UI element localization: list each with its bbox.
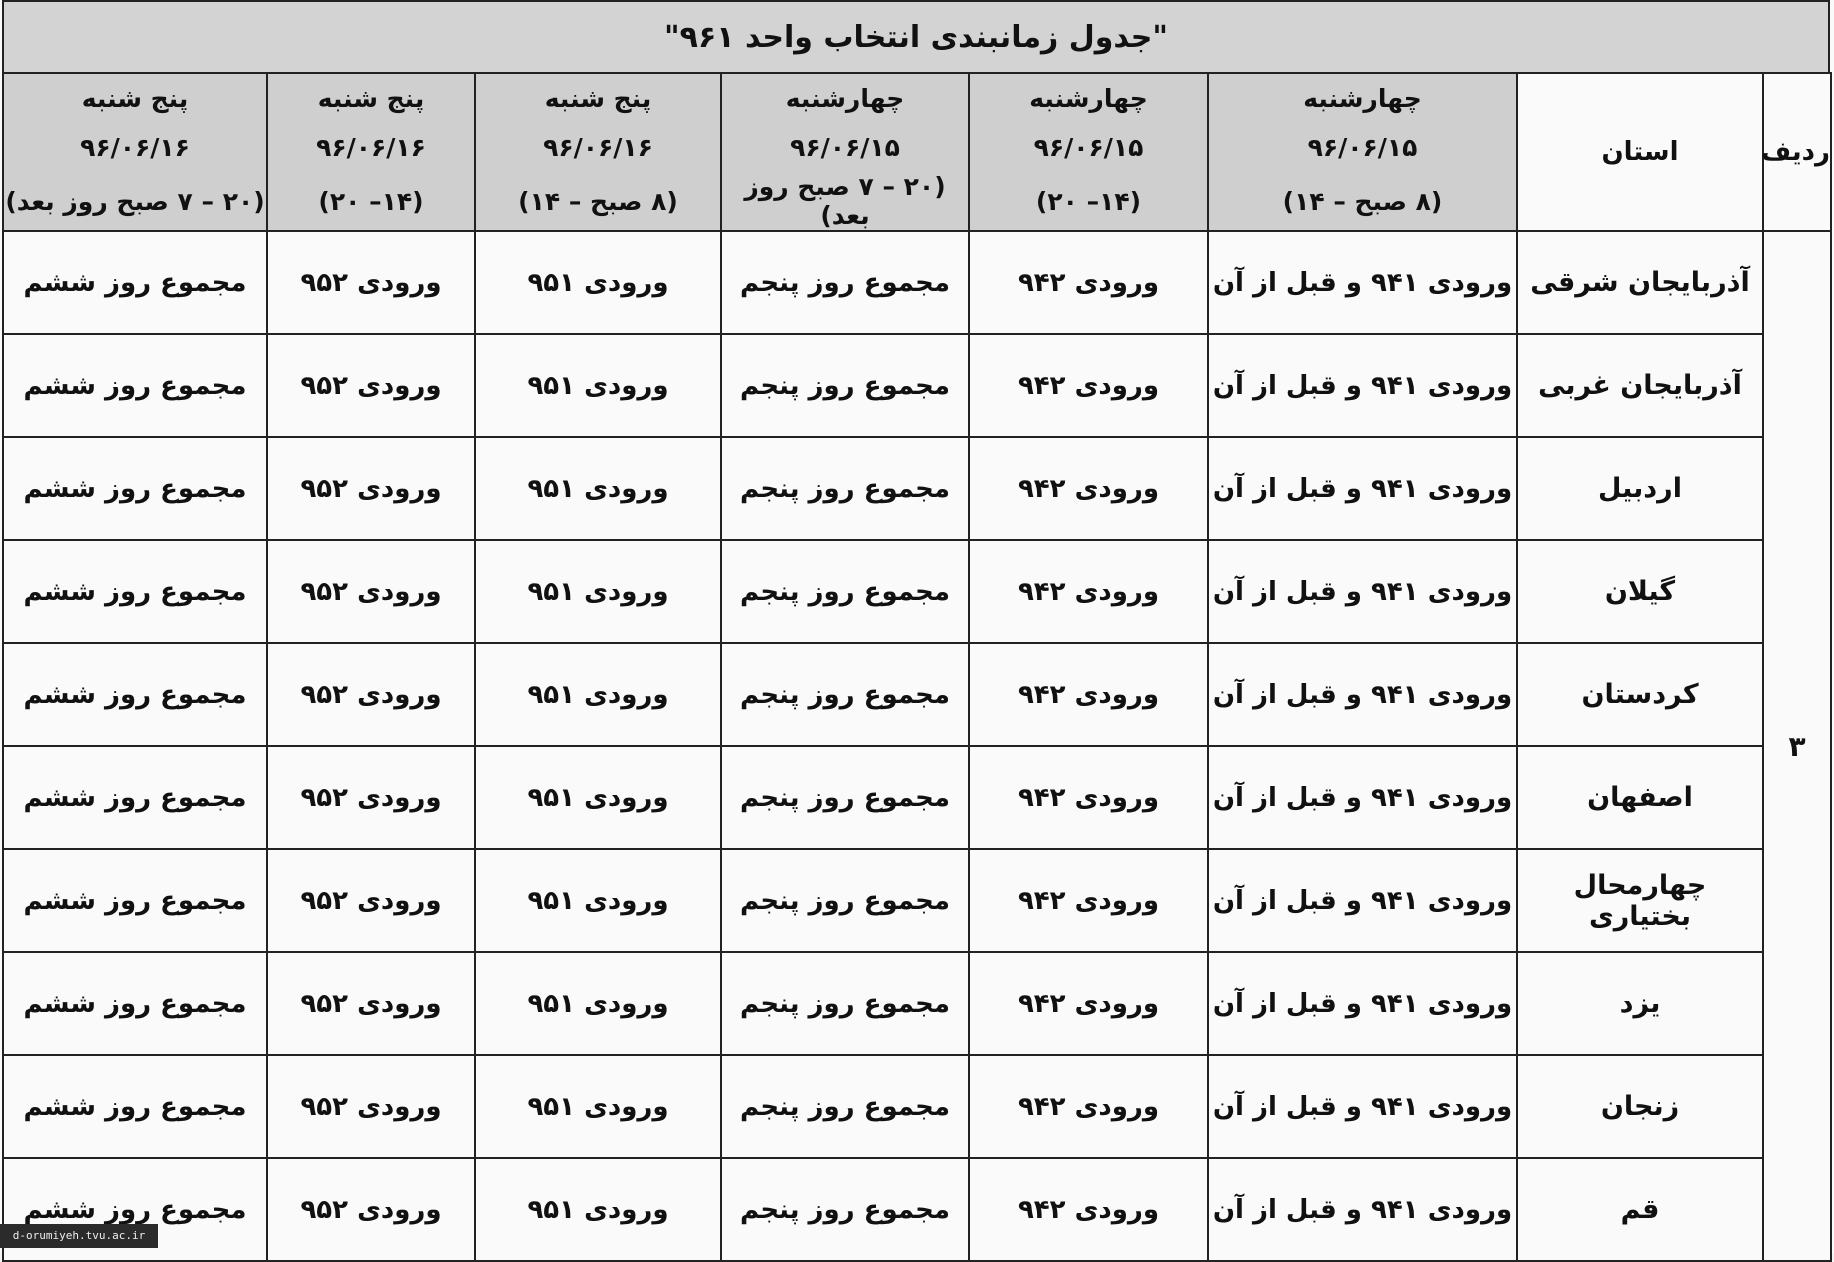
session-date-header: ۹۶/۰۶/۱۵ (969, 122, 1208, 172)
schedule-cell: ورودی ۹۵۲ (267, 746, 475, 849)
schedule-cell: ورودی ۹۵۱ (475, 643, 721, 746)
session-day-header: چهارشنبه (969, 73, 1208, 122)
session-time-header: (۱۴– ۲۰) (267, 172, 475, 231)
province-cell: آذربایجان غربی (1517, 334, 1763, 437)
session-date-header: ۹۶/۰۶/۱۵ (721, 122, 969, 172)
schedule-cell: ورودی ۹۵۲ (267, 849, 475, 952)
schedule-cell: ورودی ۹۵۱ (475, 746, 721, 849)
schedule-cell: مجموع روز ششم (3, 437, 267, 540)
session-time-header: (۸ صبح – ۱۴) (1208, 172, 1517, 231)
row-number-cell: ۳ (1763, 231, 1831, 1261)
table-row (3, 1158, 1831, 1261)
session-date-header: ۹۶/۰۶/۱۶ (267, 122, 475, 172)
schedule-cell: ورودی ۹۵۱ (475, 952, 721, 1055)
schedule-cell: ورودی ۹۴۲ (969, 849, 1208, 952)
schedule-cell: ورودی ۹۴۲ (969, 1055, 1208, 1158)
schedule-cell: ورودی ۹۴۱ و قبل از آن (1208, 952, 1517, 1055)
schedule-cell: ورودی ۹۴۲ (969, 643, 1208, 746)
schedule-cell: ورودی ۹۴۲ (969, 746, 1208, 849)
province-cell: چهارمحال بختیاری (1517, 849, 1763, 952)
schedule-cell: ورودی ۹۴۲ (969, 540, 1208, 643)
table-row (3, 231, 1831, 334)
schedule-cell: ورودی ۹۴۱ و قبل از آن (1208, 746, 1517, 849)
session-date-header: ۹۶/۰۶/۱۶ (3, 122, 267, 172)
schedule-cell: ورودی ۹۴۱ و قبل از آن (1208, 1055, 1517, 1158)
schedule-cell: ورودی ۹۵۲ (267, 952, 475, 1055)
schedule-cell: ورودی ۹۵۲ (267, 437, 475, 540)
schedule-body (3, 231, 1831, 1261)
schedule-cell: مجموع روز پنجم (721, 849, 969, 952)
table-row (3, 1055, 1831, 1158)
schedule-cell: ورودی ۹۴۱ و قبل از آن (1208, 540, 1517, 643)
session-time-header: (۲۰ – ۷ صبح روز بعد) (3, 172, 267, 231)
schedule-cell: ورودی ۹۵۲ (267, 1055, 475, 1158)
session-day-header: چهارشنبه (721, 73, 969, 122)
schedule-cell: ورودی ۹۴۱ و قبل از آن (1208, 231, 1517, 334)
schedule-cell: ورودی ۹۴۱ و قبل از آن (1208, 334, 1517, 437)
table-row (3, 334, 1831, 437)
schedule-cell: ورودی ۹۵۲ (267, 334, 475, 437)
schedule-cell: ورودی ۹۵۱ (475, 231, 721, 334)
province-cell: زنجان (1517, 1055, 1763, 1158)
schedule-cell: ورودی ۹۴۲ (969, 952, 1208, 1055)
session-date-header: ۹۶/۰۶/۱۵ (1208, 122, 1517, 172)
schedule-cell: ورودی ۹۴۲ (969, 231, 1208, 334)
province-header: استان (1517, 73, 1763, 231)
province-cell: کردستان (1517, 643, 1763, 746)
schedule-cell: مجموع روز ششم (3, 746, 267, 849)
schedule-cell: ورودی ۹۵۱ (475, 437, 721, 540)
schedule-cell: ورودی ۹۴۱ و قبل از آن (1208, 437, 1517, 540)
session-day-header: پنج شنبه (267, 73, 475, 122)
schedule-cell: ورودی ۹۵۱ (475, 849, 721, 952)
session-day-header: چهارشنبه (1208, 73, 1517, 122)
schedule-cell: مجموع روز پنجم (721, 334, 969, 437)
province-cell: آذربایجان شرقی (1517, 231, 1763, 334)
table-row (3, 746, 1831, 849)
site-watermark: d-orumiyeh.tvu.ac.ir (0, 1224, 158, 1248)
province-cell: یزد (1517, 952, 1763, 1055)
schedule-cell: مجموع روز پنجم (721, 1055, 969, 1158)
schedule-cell: مجموع روز ششم (3, 231, 267, 334)
table-row (3, 540, 1831, 643)
schedule-cell: مجموع روز ششم (3, 1158, 267, 1261)
province-cell: اصفهان (1517, 746, 1763, 849)
session-time-header: (۲۰ – ۷ صبح روز بعد) (721, 172, 969, 231)
row-number-header: ردیف (1763, 73, 1831, 231)
province-cell: قم (1517, 1158, 1763, 1261)
session-time-header: (۱۴– ۲۰) (969, 172, 1208, 231)
schedule-cell: ورودی ۹۵۱ (475, 1055, 721, 1158)
schedule-cell: مجموع روز پنجم (721, 540, 969, 643)
schedule-cell: مجموع روز ششم (3, 334, 267, 437)
schedule-cell: مجموع روز ششم (3, 952, 267, 1055)
schedule-cell: ورودی ۹۴۲ (969, 1158, 1208, 1261)
schedule-cell: ورودی ۹۴۱ و قبل از آن (1208, 1158, 1517, 1261)
schedule-cell: مجموع روز پنجم (721, 746, 969, 849)
table-row (3, 849, 1831, 952)
session-date-header: ۹۶/۰۶/۱۶ (475, 122, 721, 172)
schedule-cell: مجموع روز ششم (3, 643, 267, 746)
schedule-cell: ورودی ۹۴۱ و قبل از آن (1208, 643, 1517, 746)
session-day-header: پنج شنبه (3, 73, 267, 122)
schedule-table (2, 72, 1832, 1262)
schedule-cell: ورودی ۹۵۱ (475, 1158, 721, 1261)
province-cell: گیلان (1517, 540, 1763, 643)
schedule-cell: مجموع روز ششم (3, 1055, 267, 1158)
schedule-cell: مجموع روز پنجم (721, 1158, 969, 1261)
schedule-cell: مجموع روز پنجم (721, 643, 969, 746)
schedule-cell: ورودی ۹۵۱ (475, 334, 721, 437)
table-row (3, 643, 1831, 746)
schedule-cell: ورودی ۹۵۱ (475, 540, 721, 643)
document-title: "جدول زمانبندی انتخاب واحد ۹۶۱" (2, 0, 1830, 72)
schedule-cell: ورودی ۹۵۲ (267, 231, 475, 334)
schedule-cell: ورودی ۹۵۲ (267, 1158, 475, 1261)
schedule-cell: مجموع روز ششم (3, 849, 267, 952)
session-time-header: (۸ صبح – ۱۴) (475, 172, 721, 231)
schedule-cell: ورودی ۹۴۱ و قبل از آن (1208, 849, 1517, 952)
schedule-cell: ورودی ۹۴۲ (969, 334, 1208, 437)
session-day-header: پنج شنبه (475, 73, 721, 122)
table-row (3, 952, 1831, 1055)
province-cell: اردبیل (1517, 437, 1763, 540)
schedule-cell: مجموع روز پنجم (721, 231, 969, 334)
schedule-cell: مجموع روز ششم (3, 540, 267, 643)
schedule-cell: ورودی ۹۵۲ (267, 643, 475, 746)
header-row-days (3, 73, 1831, 122)
schedule-cell: ورودی ۹۴۲ (969, 437, 1208, 540)
schedule-cell: ورودی ۹۵۲ (267, 540, 475, 643)
schedule-cell: مجموع روز پنجم (721, 437, 969, 540)
schedule-cell: مجموع روز پنجم (721, 952, 969, 1055)
table-row (3, 437, 1831, 540)
